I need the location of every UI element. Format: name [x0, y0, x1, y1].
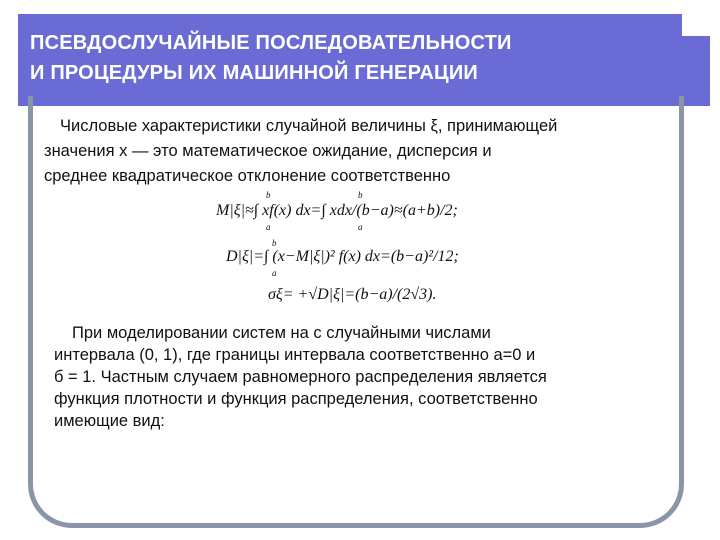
- title-bar: [18, 14, 710, 106]
- paragraph1-line-1: Числовые характеристики случайной величины ξ, принимающей: [60, 117, 558, 135]
- paragraph1-line-3: среднее квадратическое отклонение соответственно: [44, 167, 451, 185]
- paragraph2-line-2: интервала (0, 1), где границы интервала соответственно а=0 и: [54, 346, 536, 364]
- paragraph2-line-5: имеющие вид:: [54, 412, 165, 430]
- mean-lower-limit-2: a: [358, 222, 363, 232]
- paragraph-modeling: [54, 322, 674, 432]
- paragraph2-line-3: б = 1. Частным случаем равномерного распределения является: [54, 368, 547, 386]
- title-line-1: ПСЕВДОСЛУЧАЙНЫЕ ПОСЛЕДОВАТЕЛЬНОСТИ: [30, 32, 512, 54]
- mean-upper-limit-1: b: [266, 190, 271, 200]
- corner-notch: [682, 8, 720, 36]
- variance-upper-limit: b: [272, 238, 277, 248]
- paragraph2-line-1: При моделировании систем на с случайными числами: [72, 324, 491, 342]
- formula-block: [200, 188, 540, 312]
- variance-lower-limit: a: [272, 268, 277, 278]
- paragraph1-line-2: значения x — это математическое ожидание, дисперсия и: [44, 142, 492, 160]
- paragraph2-line-4: функция плотности и функция распределения, соответственно: [54, 390, 538, 408]
- mean-formula: M|ξ|≈∫ xf(x) dx=∫ xdx/(b−a)≈(a+b)/2;: [216, 202, 458, 219]
- mean-lower-limit-1: a: [266, 222, 271, 232]
- slide-title: [30, 28, 690, 88]
- stddev-formula: σξ= +√D|ξ|=(b−a)/(2√3).: [268, 286, 437, 303]
- paragraph-characteristics: [44, 114, 684, 189]
- title-line-2: И ПРОЦЕДУРЫ ИХ МАШИННОЙ ГЕНЕРАЦИИ: [30, 62, 478, 84]
- variance-formula: D|ξ|=∫ (x−M|ξ|)² f(x) dx=(b−a)²/12;: [226, 248, 459, 265]
- mean-upper-limit-2: b: [358, 190, 363, 200]
